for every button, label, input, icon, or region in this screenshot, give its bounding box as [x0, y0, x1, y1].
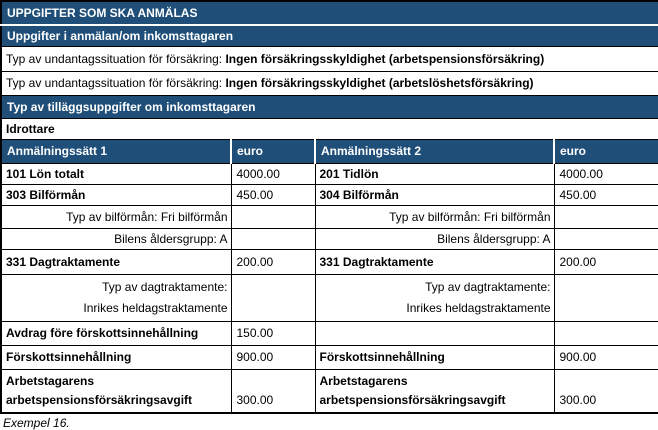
table-row	[1, 369, 658, 413]
detail-cell: Bilens åldersgrupp: A	[1, 228, 231, 249]
amount-cell: 150.00	[231, 321, 315, 345]
amount-cell: 450.00	[554, 184, 658, 205]
insurance-exception-row-pension	[1, 46, 658, 71]
section-header-income-earner: Uppgifter i anmälan/om inkomsttagaren	[1, 25, 658, 46]
detail-cell: Typ av bilförmån: Fri bilförmån	[315, 205, 554, 228]
document-title: UPPGIFTER SOM SKA ANMÄLAS	[1, 1, 658, 25]
table-row	[1, 345, 658, 369]
detail-cell: Typ av bilförmån: Fri bilförmån	[1, 205, 231, 228]
amount-cell: 200.00	[554, 249, 658, 274]
table-row	[1, 228, 658, 249]
detail-line-1: Typ av dagtraktamente:	[102, 279, 228, 294]
amount-cell: 450.00	[231, 184, 315, 205]
detail-line-2: Inrikes heldagstraktamente	[406, 300, 551, 315]
column-header-euro-2: euro	[554, 139, 658, 163]
amount-cell: 900.00	[231, 345, 315, 369]
amount-cell	[231, 228, 315, 249]
column-header-euro-1: euro	[231, 139, 315, 163]
label-line-2: arbetspensionsförsäkringsavgift	[319, 392, 506, 407]
column-header-method-2: Anmälningssätt 2	[315, 139, 554, 163]
amount-cell: 300.00	[554, 369, 658, 413]
amount-cell	[554, 205, 658, 228]
column-header-method-1: Anmälningssätt 1	[1, 139, 231, 163]
amount-cell: 4000.00	[554, 163, 658, 184]
income-type-cell: 303 Bilförmån	[1, 184, 231, 205]
income-type-cell: 304 Bilförmån	[315, 184, 554, 205]
label-line-2: arbetspensionsförsäkringsavgift	[6, 392, 193, 407]
section-header-additional-info: Typ av tilläggsuppgifter om inkomsttagaren	[1, 95, 658, 118]
income-type-cell	[1, 369, 231, 413]
income-type-cell: 101 Lön totalt	[1, 163, 231, 184]
field-label: Typ av undantagssituation för försäkring:	[6, 51, 226, 66]
detail-cell: Bilens åldersgrupp: A	[315, 228, 554, 249]
example-caption: Exempel 16.	[3, 415, 70, 430]
additional-info-value: Idrottare	[1, 118, 658, 139]
field-value: Ingen försäkringsskyldighet (arbetslöshetsförsäkring)	[225, 76, 534, 90]
label-line-1: Arbetstagarens	[6, 373, 95, 388]
detail-cell	[315, 274, 554, 321]
income-type-cell	[315, 369, 554, 413]
income-type-cell: Avdrag före förskottsinnehållning	[1, 321, 231, 345]
amount-cell: 200.00	[231, 249, 315, 274]
detail-line-1: Typ av dagtraktamente:	[425, 279, 551, 294]
field-label: Typ av undantagssituation för försäkring:	[6, 76, 226, 90]
insurance-exception-row-unemployment	[1, 71, 658, 95]
amount-cell	[554, 321, 658, 345]
field-value: Ingen försäkringsskyldighet (arbetspensionsförsäkring)	[225, 51, 545, 66]
amount-cell	[554, 228, 658, 249]
amount-cell	[554, 274, 658, 321]
amount-cell	[231, 274, 315, 321]
amount-cell: 4000.00	[231, 163, 315, 184]
income-type-cell: Förskottsinnehållning	[315, 345, 554, 369]
amount-cell: 300.00	[231, 369, 315, 413]
income-type-cell	[315, 321, 554, 345]
amount-cell	[231, 205, 315, 228]
amount-cell: 900.00	[554, 345, 658, 369]
detail-line-2: Inrikes heldagstraktamente	[83, 300, 228, 315]
table-row	[1, 321, 658, 345]
table-row	[1, 249, 658, 274]
income-type-cell: 331 Dagtraktamente	[315, 249, 554, 274]
income-type-cell: 331 Dagtraktamente	[1, 249, 231, 274]
income-type-cell: Förskottsinnehållning	[1, 345, 231, 369]
table-row	[1, 205, 658, 228]
income-type-cell: 201 Tidlön	[315, 163, 554, 184]
detail-cell	[1, 274, 231, 321]
label-line-1: Arbetstagarens	[319, 373, 408, 388]
table-row	[1, 274, 658, 321]
table-row	[1, 163, 658, 184]
table-row	[1, 184, 658, 205]
